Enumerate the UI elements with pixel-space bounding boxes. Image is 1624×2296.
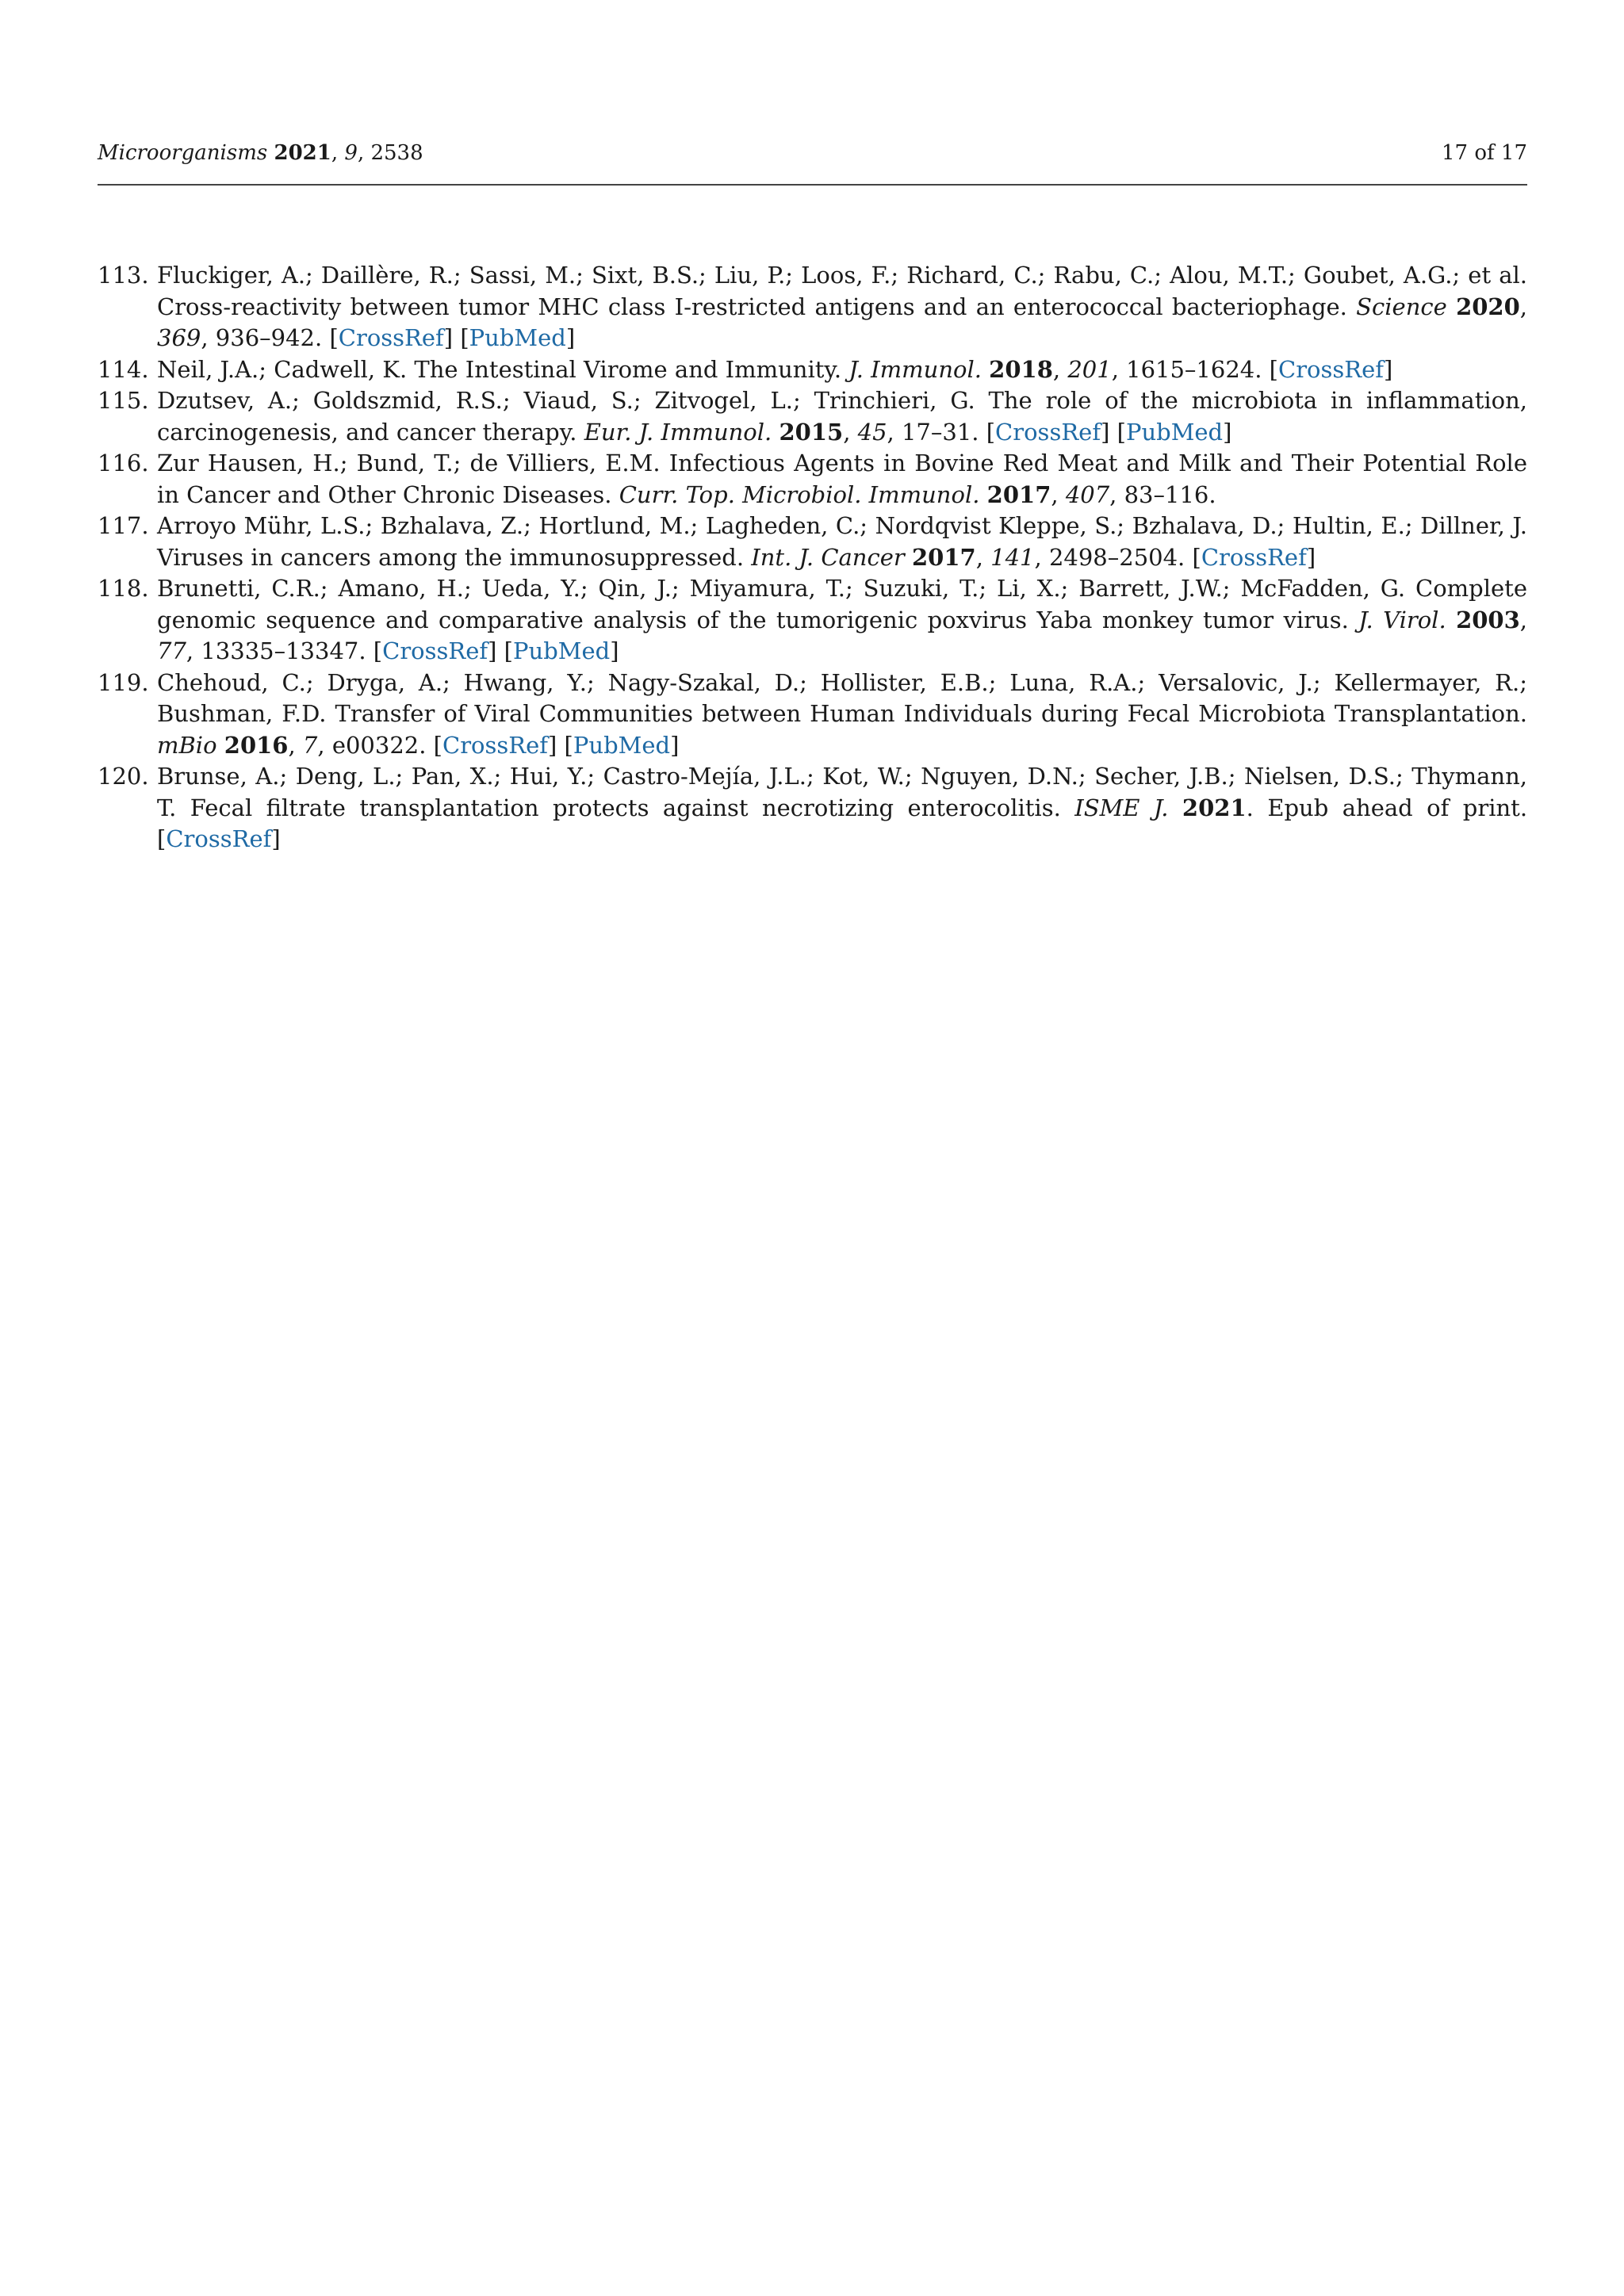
reference-pages: 2498–2504. [1048, 543, 1185, 571]
reference-number: 114. [98, 355, 149, 383]
reference-item: 120. Brunse, A.; Deng, L.; Pan, X.; Hui, Y.; Castro-Mejía, J.L.; Kot, W.; Nguyen, D.N.; Secher, J.B.; Nielsen, D.S.; Thymann, T. Fecal filtrate transplantation protects against necrotizing enterocolitis. ISME J. 2021. Epub ahead of print. [CrossRef] [98, 763, 1528, 852]
reference-year: 2015 [779, 418, 844, 446]
reference-volume: 407 [1065, 480, 1110, 508]
journal-year: 2021 [274, 141, 331, 165]
pubmed-link[interactable]: PubMed [513, 637, 611, 664]
reference-pages: 17–31. [901, 418, 979, 446]
crossref-link[interactable]: CrossRef [338, 324, 444, 351]
reference-item: 119. Chehoud, C.; Dryga, A.; Hwang, Y.; Nagy-Szakal, D.; Hollister, E.B.; Luna, R.A.; Versalovic, J.; Kellermayer, R.; Bushman, F.D. Transfer of Viral Communities between Human Individuals during Fecal Microbiota Transplantation. mBio 2016, 7, e00322. [CrossRef] [PubMed] [98, 668, 1527, 759]
reference-journal: J. Immunol. [848, 355, 982, 383]
reference-volume: 201 [1067, 355, 1112, 383]
reference-journal: J. Virol. [1358, 606, 1446, 633]
reference-item: 115. Dzutsev, A.; Goldszmid, R.S.; Viaud, S.; Zitvogel, L.; Trinchieri, G. The role of the microbiota in inflammation, carcinogenesis, and cancer therapy. Eur. J. Immunol. 2015, 45, 17–31. [CrossRef] [PubMed] [98, 387, 1527, 446]
reference-volume: 77 [157, 637, 186, 664]
reference-year: 2018 [989, 355, 1053, 383]
reference-year: 2017 [911, 543, 976, 571]
reference-item: 113. Fluckiger, A.; Daillère, R.; Sassi, M.; Sixt, B.S.; Liu, P.; Loos, F.; Richard, C.; Rabu, C.; Alou, M.T.; Goubet, A.G.; et al. Cross-reactivity between tumor MHC class I-restricted antigens and an enterococcal bacteriophage. Science 2020, 369, 936–942. [CrossRef] [PubMed] [98, 262, 1528, 351]
reference-pages: 936–942. [215, 324, 323, 351]
reference-pages: 83–116. [1124, 480, 1216, 508]
reference-pages: e00322. [331, 731, 427, 759]
reference-pages: 13335–13347. [201, 637, 366, 664]
reference-authors-title: Chehoud, C.; Dryga, A.; Hwang, Y.; Nagy-Szakal, D.; Hollister, E.B.; Luna, R.A.; Versalovic, J.; Kellermayer, R.; Bushman, F.D. Transfer of Viral Communities between Human Individuals during Fecal Microbiota Transplantation. [157, 668, 1527, 727]
crossref-link[interactable]: CrossRef [1201, 543, 1307, 571]
reference-number: 116. [98, 450, 149, 476]
reference-volume: 141 [990, 543, 1035, 571]
reference-number: 119. [98, 668, 149, 696]
reference-authors-title: Fluckiger, A.; Daillère, R.; Sassi, M.; Sixt, B.S.; Liu, P.; Loos, F.; Richard, C.; Rabu, C.; Alou, M.T.; Goubet, A.G.; et al. Cross-reactivity between tumor MHC class I-restricted antigens and an enterococcal bacteriophage. [157, 262, 1527, 320]
reference-journal: mBio [157, 731, 217, 759]
reference-item: 117. Arroyo Mühr, L.S.; Bzhalava, Z.; Hortlund, M.; Lagheden, C.; Nordqvist Kleppe, S.; Bzhalava, D.; Hultin, E.; Dillner, J. Viruses in cancers among the immunosuppressed. Int. J. Cancer 2017, 141, 2498–2504. [CrossRef] [98, 512, 1527, 571]
pubmed-link[interactable]: PubMed [573, 731, 671, 759]
reference-authors-title: Dzutsev, A.; Goldszmid, R.S.; Viaud, S.; Zitvogel, L.; Trinchieri, G. The role of the microbiota in inflammation, carcinogenesis, and cancer therapy. [157, 387, 1527, 446]
page-number: 17 of 17 [1442, 141, 1527, 165]
crossref-link[interactable]: CrossRef [442, 731, 549, 759]
reference-year: 2017 [986, 480, 1051, 508]
crossref-link[interactable]: CrossRef [166, 825, 272, 852]
pubmed-link[interactable]: PubMed [1125, 418, 1224, 446]
reference-authors-title: Brunetti, C.R.; Amano, H.; Ueda, Y.; Qin, J.; Miyamura, T.; Suzuki, T.; Li, X.; Barrett, J.W.; McFadden, G. Complete genomic sequence and comparative analysis of the tumorigenic poxvirus Yaba monkey tumor virus. [157, 575, 1527, 633]
reference-authors-title: Brunse, A.; Deng, L.; Pan, X.; Hui, Y.; Castro-Mejía, J.L.; Kot, W.; Nguyen, D.N.; Secher, J.B.; Nielsen, D.S.; Thymann, T. Fecal filtrate transplantation protects against necrotizing enterocolitis. [157, 763, 1527, 821]
pubmed-link[interactable]: PubMed [469, 324, 566, 351]
reference-list [98, 260, 1527, 855]
journal-citation: Microorganisms 2021, 9, 2538 [98, 141, 423, 165]
crossref-link[interactable]: CrossRef [995, 418, 1101, 446]
reference-item: 118. Brunetti, C.R.; Amano, H.; Ueda, Y.; Qin, J.; Miyamura, T.; Suzuki, T.; Li, X.; Barrett, J.W.; McFadden, G. Complete genomic sequence and comparative analysis of the tumorigenic poxvirus Yaba monkey tumor virus. J. Virol. 2003, 77, 13335–13347. [CrossRef] [PubMed] [98, 575, 1527, 664]
journal-name: Microorganisms [98, 141, 268, 165]
reference-year: 2016 [224, 731, 289, 759]
reference-item: 116. Zur Hausen, H.; Bund, T.; de Villiers, E.M. Infectious Agents in Bovine Red Meat and Milk and Their Potential Role in Cancer and Other Chronic Diseases. Curr. Top. Microbiol. Immunol. 2017, 407, 83–116. [98, 450, 1527, 508]
reference-volume: 7 [302, 731, 318, 759]
article-number: 2538 [370, 141, 423, 165]
reference-volume: 369 [157, 324, 201, 351]
journal-volume: 9 [344, 141, 358, 165]
reference-number: 120. [98, 763, 149, 790]
reference-journal: Int. J. Cancer [751, 543, 905, 571]
reference-year: 2020 [1456, 293, 1520, 320]
reference-journal: Curr. Top. Microbiol. Immunol. [619, 480, 980, 508]
reference-item: 114. Neil, J.A.; Cadwell, K. The Intestinal Virome and Immunity. J. Immunol. 2018, 201, 1615–1624. [CrossRef] [98, 354, 1527, 386]
page-header [98, 140, 1527, 186]
reference-year: 2021 [1182, 794, 1247, 821]
reference-volume: 45 [857, 418, 887, 446]
reference-number: 115. [98, 387, 149, 414]
reference-journal: Science [1356, 293, 1447, 320]
reference-journal: ISME J. [1074, 794, 1169, 821]
reference-authors-title: Zur Hausen, H.; Bund, T.; de Villiers, E.M. Infectious Agents in Bovine Red Meat and Milk and Their Potential Role in Cancer and Other Chronic Diseases. [157, 450, 1527, 508]
crossref-link[interactable]: CrossRef [382, 637, 488, 664]
reference-authors-title: Arroyo Mühr, L.S.; Bzhalava, Z.; Hortlund, M.; Lagheden, C.; Nordqvist Kleppe, S.; Bzhalava, D.; Hultin, E.; Dillner, J. Viruses in cancers among the immunosuppressed. [157, 512, 1527, 571]
reference-pages: 1615–1624. [1126, 355, 1262, 383]
reference-year: 2003 [1456, 606, 1520, 633]
crossref-link[interactable]: CrossRef [1278, 355, 1385, 383]
reference-journal: Eur. J. Immunol. [584, 418, 772, 446]
reference-number: 117. [98, 512, 149, 539]
reference-pages: Epub ahead of print. [1267, 794, 1528, 821]
reference-number: 113. [98, 262, 149, 289]
reference-authors-title: Neil, J.A.; Cadwell, K. The Intestinal Virome and Immunity. [157, 355, 842, 383]
reference-number: 118. [98, 575, 149, 602]
